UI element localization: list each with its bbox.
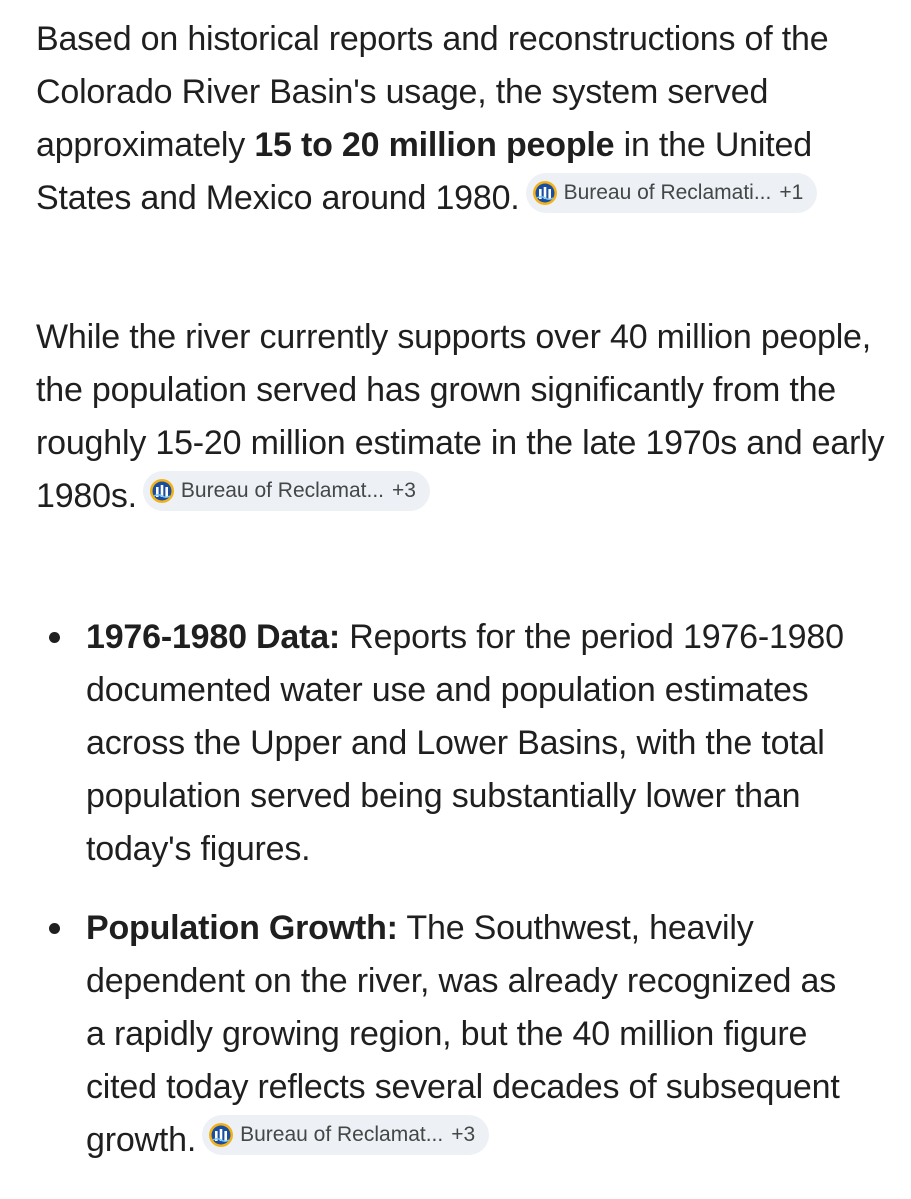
paragraph-2-text: While the river currently supports over 40 million people, the population served has grown significantly from the roughly 15-20 million estimate in the late 1970s and early 1980s. bbox=[36, 318, 885, 515]
source-chip-count: +3 bbox=[451, 1123, 476, 1146]
bullet-heading: Population Growth: bbox=[86, 909, 398, 947]
source-chip[interactable] bbox=[143, 471, 430, 511]
source-chip[interactable] bbox=[202, 1115, 489, 1155]
list-item bbox=[0, 611, 880, 876]
paragraph-1-bold: 15 to 20 million people bbox=[254, 126, 615, 164]
bullet-list bbox=[0, 611, 880, 1167]
source-chip-label: Bureau of Reclamati... bbox=[563, 181, 772, 204]
paragraph-2 bbox=[0, 311, 911, 523]
list-item bbox=[0, 902, 880, 1167]
bullet-dot-icon bbox=[49, 632, 60, 643]
bureau-of-reclamation-icon bbox=[208, 1122, 234, 1148]
source-chip[interactable] bbox=[526, 173, 818, 213]
bullet-text: The Southwest, heavily dependent on the river, was already recognized as a rapidly growing region, but the 40 million figure cited today reflects several decades of subsequent growth. bbox=[86, 909, 840, 1159]
paragraph-1 bbox=[0, 13, 911, 225]
source-chip-label: Bureau of Reclamat... bbox=[240, 1123, 444, 1146]
paragraph-1-text-after: in the United States and Mexico around 1980. bbox=[36, 126, 812, 217]
source-chip-count: +1 bbox=[779, 181, 804, 204]
bullet-text: Reports for the period 1976-1980 documented water use and population estimates across the Upper and Lower Basins, with the total population served being substantially lower than today's figures. bbox=[86, 618, 844, 868]
bullet-dot-icon bbox=[49, 923, 60, 934]
bureau-of-reclamation-icon bbox=[149, 478, 175, 504]
bullet-heading: 1976-1980 Data: bbox=[86, 618, 341, 656]
source-chip-count: +3 bbox=[392, 479, 416, 502]
paragraph-1-text: Based on historical reports and reconstructions of the Colorado River Basin's usage, the system served approximately bbox=[36, 20, 829, 164]
bureau-of-reclamation-icon bbox=[532, 180, 558, 206]
source-chip-label: Bureau of Reclamat... bbox=[180, 479, 384, 502]
